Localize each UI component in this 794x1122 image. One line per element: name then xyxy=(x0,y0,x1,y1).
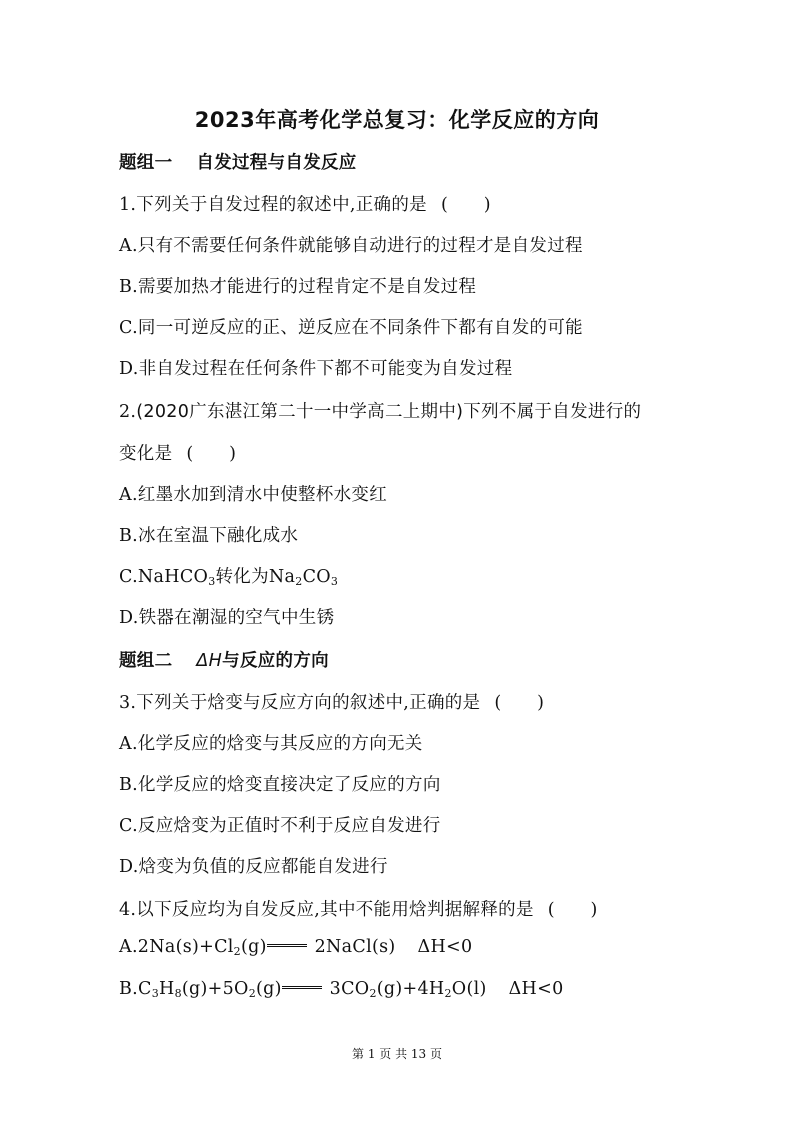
section-heading-2 xyxy=(119,647,329,672)
subscript: 3 xyxy=(151,987,160,1000)
q1-option-a: A.只有不需要任何条件就能够自动进行的过程才是自发过程 xyxy=(119,236,583,256)
formula-part: A.2Na(s)+Cl xyxy=(119,937,234,957)
formula-part: (g)+5O xyxy=(181,979,249,999)
question-1-stem xyxy=(119,191,491,216)
q1-option-c: C.同一可逆反应的正、逆反应在不同条件下都有自发的可能 xyxy=(119,318,583,338)
delta-h-symbol: ΔH xyxy=(196,651,223,671)
page-title: 2023年高考化学总复习：化学反应的方向 xyxy=(194,108,600,132)
answer-bracket: ( ) xyxy=(440,195,491,215)
formula-part: CO xyxy=(302,567,331,587)
subscript: 2 xyxy=(369,987,377,1000)
q1-option-d: D.非自发过程在任何条件下都不可能变为自发过程 xyxy=(119,359,513,379)
subscript: 2 xyxy=(444,987,452,1000)
section-label: 题组二 xyxy=(119,651,173,671)
question-text: 变化是 xyxy=(119,444,173,464)
question-3-stem xyxy=(119,689,544,714)
formula-part: O(l) xyxy=(451,979,487,999)
q2-option-c xyxy=(119,563,338,588)
reaction-equals-sign xyxy=(267,944,307,947)
subscript: 2 xyxy=(233,945,241,958)
question-text: 3.下列关于焓变与反应方向的叙述中,正确的是 xyxy=(119,693,481,713)
q2-option-b: B.冰在室温下融化成水 xyxy=(119,526,299,546)
question-text: 4.以下反应均为自发反应,其中不能用焓判据解释的是 xyxy=(119,900,534,920)
subscript: 8 xyxy=(174,987,182,1000)
question-4-stem xyxy=(119,896,598,921)
question-text: 下列不属于自发进行的 xyxy=(463,402,642,422)
subscript: 2 xyxy=(295,575,303,588)
formula-part: 2NaCl(s) xyxy=(314,937,396,957)
question-number: 2. xyxy=(119,402,137,422)
formula-part: B.C xyxy=(119,979,152,999)
q3-option-b: B.化学反应的焓变直接决定了反应的方向 xyxy=(119,775,441,795)
formula-part: (g)+4H xyxy=(376,979,445,999)
section-text: 自发过程与自发反应 xyxy=(196,153,357,173)
enthalpy-change: ΔH<0 xyxy=(508,979,564,999)
subscript: 3 xyxy=(208,575,216,588)
q3-option-a: A.化学反应的焓变与其反应的方向无关 xyxy=(119,734,423,754)
question-text: 1.下列关于自发过程的叙述中,正确的是 xyxy=(119,195,427,215)
section-label: 题组一 xyxy=(119,153,173,173)
answer-bracket: ( ) xyxy=(494,693,545,713)
subscript: 3 xyxy=(330,575,339,588)
formula-part: (g) xyxy=(256,979,282,999)
q2-option-d: D.铁器在潮湿的空气中生锈 xyxy=(119,608,335,628)
q1-option-b: B.需要加热才能进行的过程肯定不是自发过程 xyxy=(119,277,477,297)
q2-option-a: A.红墨水加到清水中使整杯水变红 xyxy=(119,485,387,505)
answer-bracket: ( ) xyxy=(547,900,598,920)
answer-bracket: ( ) xyxy=(186,444,237,464)
q4-option-b xyxy=(119,979,564,1000)
section-heading-1 xyxy=(119,149,357,174)
q3-option-c: C.反应焓变为正值时不利于反应自发进行 xyxy=(119,816,441,836)
section-text: 与反应的方向 xyxy=(222,651,329,671)
q4-option-a xyxy=(119,937,472,958)
formula-part: 3CO xyxy=(329,979,370,999)
reaction-equals-sign xyxy=(282,986,322,989)
page-footer: 第 1 页 共 13 页 xyxy=(352,1047,442,1061)
enthalpy-change: ΔH<0 xyxy=(417,937,473,957)
formula-part: C.NaHCO xyxy=(119,567,209,587)
formula-part: H xyxy=(159,979,175,999)
formula-part: 转化为Na xyxy=(215,567,296,587)
question-source: (2020广东湛江第二十一中学高二上期中) xyxy=(136,402,464,422)
formula-part: (g) xyxy=(240,937,267,957)
question-2-stem xyxy=(119,398,641,423)
subscript: 2 xyxy=(248,987,257,1000)
q3-option-d: D.焓变为负值的反应都能自发进行 xyxy=(119,857,388,877)
question-2-stem-cont xyxy=(119,440,236,465)
